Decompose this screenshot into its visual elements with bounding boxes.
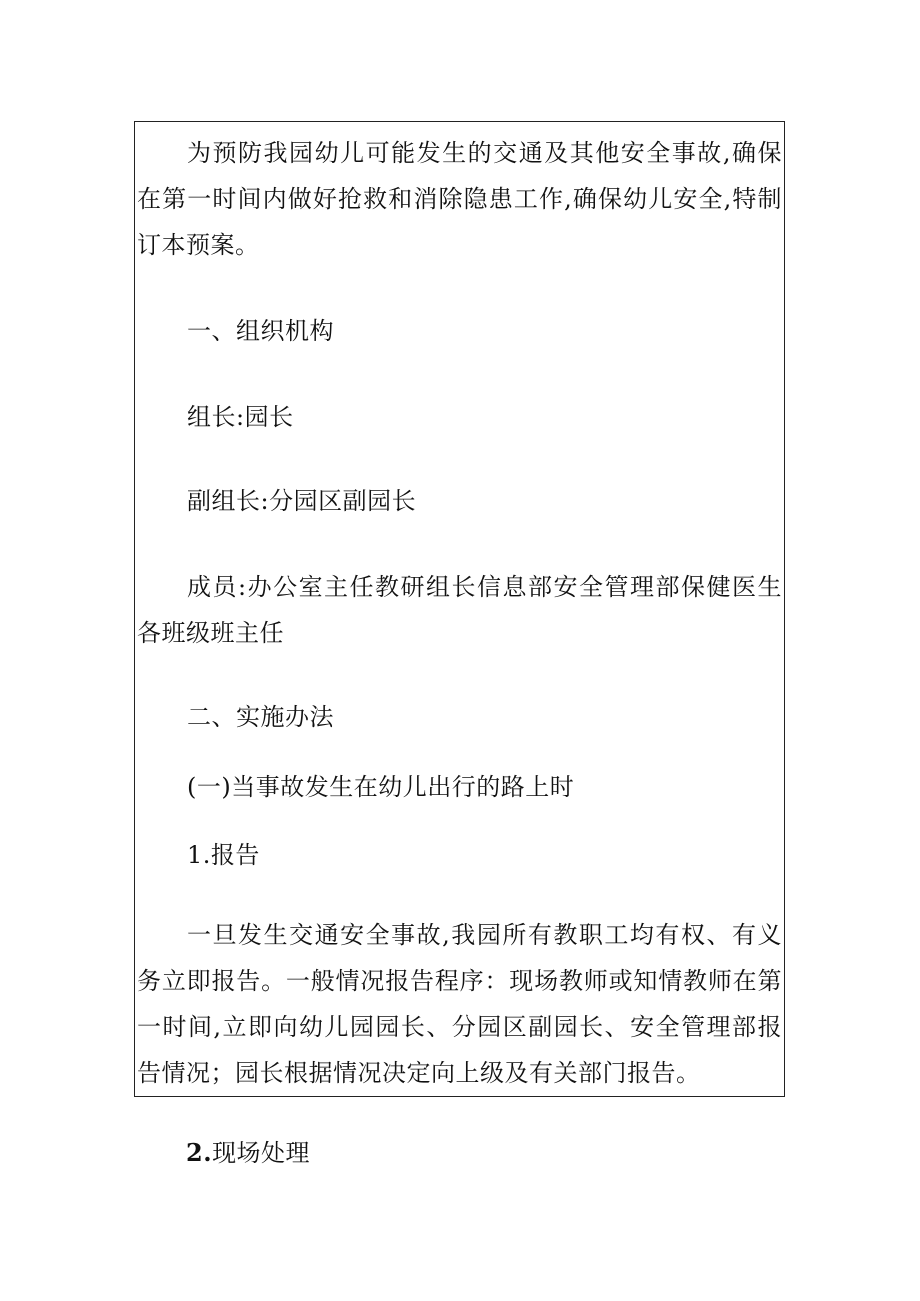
onsite-handling-heading [186,1130,310,1176]
leader-line: 组长:园长 [187,403,294,431]
report-heading: 1.报告 [187,841,260,869]
members-paragraph: 成员:办公室主任教研组长信息部安全管理部保健医生各班级班主任 [137,573,782,647]
onsite-heading-text: 现场处理 [212,1139,311,1167]
section-heading-implementation: 二、实施办法 [187,703,334,731]
intro-paragraph: 为预防我园幼儿可能发生的交通及其他安全事故,确保在第一时间内做好抢救和消除隐患工作,确保幼儿安全,特制订本预案。 [137,139,782,259]
bordered-text-box [134,121,785,1097]
case-one-heading: (一)当事故发生在幼儿出行的路上时 [187,773,575,801]
onsite-heading-number: 2. [186,1138,213,1167]
vice-leader-line: 副组长:分园区副园长 [187,487,417,515]
report-paragraph: 一旦发生交通安全事故,我园所有教职工均有权、有义务立即报告。一般情况报告程序：现场教师或知情教师在第一时间,立即向幼儿园园长、分园区副园长、安全管理部报告情况；园长根据情况决定向上级及有关部门报告。 [137,921,782,1087]
section-heading-organization: 一、组织机构 [187,317,334,345]
